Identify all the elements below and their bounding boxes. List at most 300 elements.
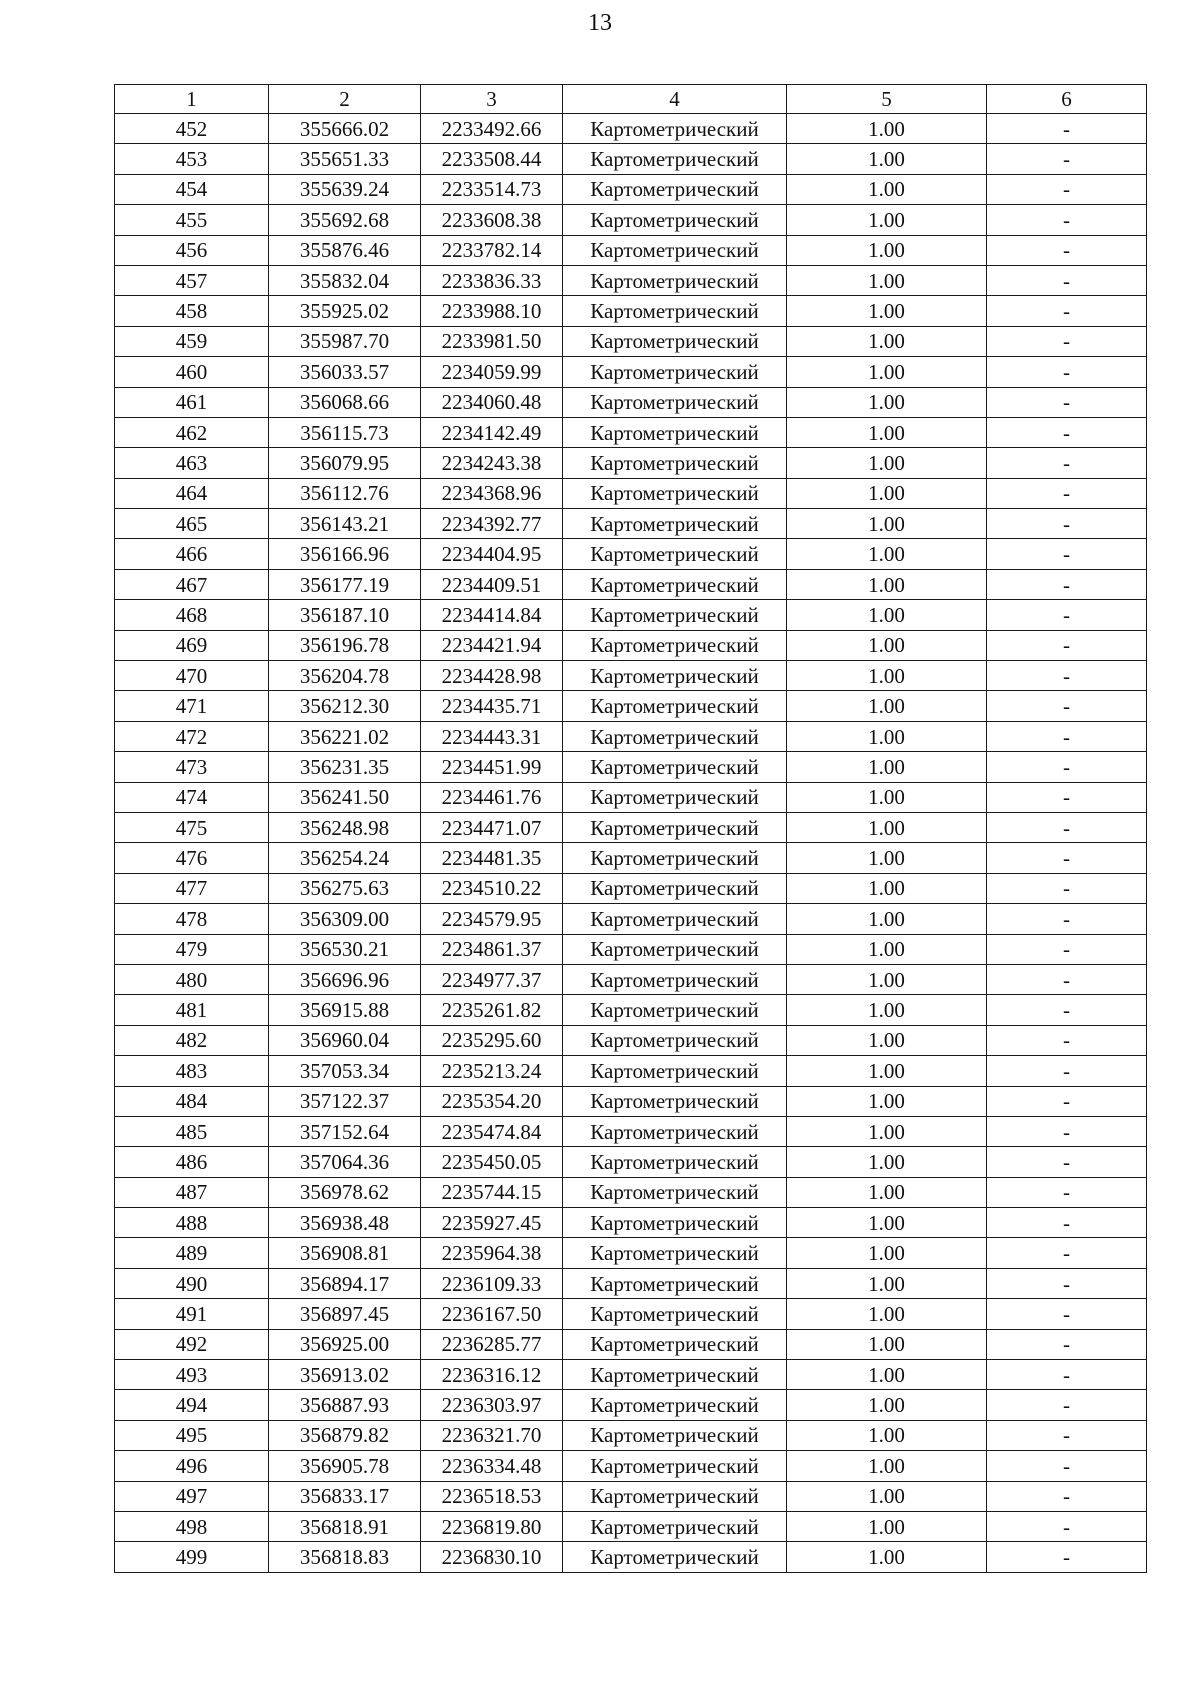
x-coordinate-cell: 356905.78 [269,1451,421,1481]
coordinates-table [114,84,1147,1573]
x-coordinate-cell: 356033.57 [269,357,421,387]
table-row [115,934,1147,964]
accuracy-cell: 1.00 [787,1177,987,1207]
point-number-cell: 458 [115,296,269,326]
note-cell: - [987,1481,1147,1511]
y-coordinate-cell: 2234435.71 [421,691,563,721]
y-coordinate-cell: 2233608.38 [421,205,563,235]
table-row [115,995,1147,1025]
table-row [115,1116,1147,1146]
y-coordinate-cell: 2233988.10 [421,296,563,326]
method-cell: Картометрический [563,265,787,295]
table-header-row [115,85,1147,114]
x-coordinate-cell: 356177.19 [269,569,421,599]
x-coordinate-cell: 356913.02 [269,1360,421,1390]
note-cell: - [987,661,1147,691]
x-coordinate-cell: 355832.04 [269,265,421,295]
note-cell: - [987,1329,1147,1359]
accuracy-cell: 1.00 [787,569,987,599]
table-row [115,1329,1147,1359]
point-number-cell: 463 [115,448,269,478]
table-row [115,144,1147,174]
table-row [115,114,1147,144]
accuracy-cell: 1.00 [787,964,987,994]
accuracy-cell: 1.00 [787,1268,987,1298]
x-coordinate-cell: 357122.37 [269,1086,421,1116]
method-cell: Картометрический [563,1390,787,1420]
table-row [115,417,1147,447]
y-coordinate-cell: 2235450.05 [421,1147,563,1177]
x-coordinate-cell: 356204.78 [269,661,421,691]
y-coordinate-cell: 2235474.84 [421,1116,563,1146]
point-number-cell: 478 [115,904,269,934]
method-cell: Картометрический [563,478,787,508]
x-coordinate-cell: 356887.93 [269,1390,421,1420]
point-number-cell: 495 [115,1420,269,1450]
point-number-cell: 462 [115,417,269,447]
point-number-cell: 484 [115,1086,269,1116]
y-coordinate-cell: 2236109.33 [421,1268,563,1298]
point-number-cell: 454 [115,174,269,204]
accuracy-cell: 1.00 [787,144,987,174]
x-coordinate-cell: 355651.33 [269,144,421,174]
table-row [115,1299,1147,1329]
method-cell: Картометрический [563,1268,787,1298]
table-row [115,357,1147,387]
accuracy-cell: 1.00 [787,721,987,751]
note-cell: - [987,296,1147,326]
table-row [115,509,1147,539]
note-cell: - [987,1238,1147,1268]
table-row [115,265,1147,295]
point-number-cell: 494 [115,1390,269,1420]
note-cell: - [987,539,1147,569]
note-cell: - [987,1542,1147,1572]
accuracy-cell: 1.00 [787,934,987,964]
point-number-cell: 465 [115,509,269,539]
y-coordinate-cell: 2234443.31 [421,721,563,751]
point-number-cell: 488 [115,1208,269,1238]
note-cell: - [987,417,1147,447]
method-cell: Картометрический [563,1299,787,1329]
accuracy-cell: 1.00 [787,752,987,782]
x-coordinate-cell: 356908.81 [269,1238,421,1268]
x-coordinate-cell: 356696.96 [269,964,421,994]
method-cell: Картометрический [563,569,787,599]
y-coordinate-cell: 2234243.38 [421,448,563,478]
table-row [115,174,1147,204]
x-coordinate-cell: 356915.88 [269,995,421,1025]
table-row [115,478,1147,508]
x-coordinate-cell: 355692.68 [269,205,421,235]
method-cell: Картометрический [563,721,787,751]
x-coordinate-cell: 356833.17 [269,1481,421,1511]
accuracy-cell: 1.00 [787,1147,987,1177]
x-coordinate-cell: 356818.83 [269,1542,421,1572]
accuracy-cell: 1.00 [787,1116,987,1146]
page-number: 13 [588,10,612,36]
x-coordinate-cell: 356115.73 [269,417,421,447]
method-cell: Картометрический [563,1360,787,1390]
accuracy-cell: 1.00 [787,539,987,569]
y-coordinate-cell: 2236321.70 [421,1420,563,1450]
x-coordinate-cell: 356275.63 [269,873,421,903]
accuracy-cell: 1.00 [787,1056,987,1086]
point-number-cell: 492 [115,1329,269,1359]
note-cell: - [987,114,1147,144]
y-coordinate-cell: 2234142.49 [421,417,563,447]
x-coordinate-cell: 357152.64 [269,1116,421,1146]
method-cell: Картометрический [563,661,787,691]
note-cell: - [987,873,1147,903]
y-coordinate-cell: 2235964.38 [421,1238,563,1268]
table-row [115,782,1147,812]
x-coordinate-cell: 356221.02 [269,721,421,751]
point-number-cell: 481 [115,995,269,1025]
table-row [115,843,1147,873]
method-cell: Картометрический [563,387,787,417]
y-coordinate-cell: 2234481.35 [421,843,563,873]
method-cell: Картометрический [563,1177,787,1207]
y-coordinate-cell: 2234060.48 [421,387,563,417]
x-coordinate-cell: 356231.35 [269,752,421,782]
point-number-cell: 499 [115,1542,269,1572]
table-row [115,904,1147,934]
point-number-cell: 467 [115,569,269,599]
note-cell: - [987,600,1147,630]
x-coordinate-cell: 357064.36 [269,1147,421,1177]
x-coordinate-cell: 356938.48 [269,1208,421,1238]
accuracy-cell: 1.00 [787,296,987,326]
point-number-cell: 471 [115,691,269,721]
y-coordinate-cell: 2234861.37 [421,934,563,964]
point-number-cell: 490 [115,1268,269,1298]
accuracy-cell: 1.00 [787,1208,987,1238]
point-number-cell: 456 [115,235,269,265]
x-coordinate-cell: 356068.66 [269,387,421,417]
accuracy-cell: 1.00 [787,1086,987,1116]
table-row [115,539,1147,569]
accuracy-cell: 1.00 [787,265,987,295]
note-cell: - [987,1208,1147,1238]
accuracy-cell: 1.00 [787,600,987,630]
point-number-cell: 486 [115,1147,269,1177]
point-number-cell: 464 [115,478,269,508]
accuracy-cell: 1.00 [787,630,987,660]
accuracy-cell: 1.00 [787,843,987,873]
accuracy-cell: 1.00 [787,1025,987,1055]
y-coordinate-cell: 2235213.24 [421,1056,563,1086]
note-cell: - [987,1268,1147,1298]
y-coordinate-cell: 2236830.10 [421,1542,563,1572]
y-coordinate-cell: 2236334.48 [421,1451,563,1481]
table-row [115,326,1147,356]
accuracy-cell: 1.00 [787,1420,987,1450]
note-cell: - [987,964,1147,994]
accuracy-cell: 1.00 [787,995,987,1025]
accuracy-cell: 1.00 [787,691,987,721]
accuracy-cell: 1.00 [787,1238,987,1268]
x-coordinate-cell: 355925.02 [269,296,421,326]
accuracy-cell: 1.00 [787,357,987,387]
method-cell: Картометрический [563,873,787,903]
method-cell: Картометрический [563,1329,787,1359]
point-number-cell: 480 [115,964,269,994]
table-row [115,387,1147,417]
note-cell: - [987,812,1147,842]
accuracy-cell: 1.00 [787,782,987,812]
point-number-cell: 468 [115,600,269,630]
accuracy-cell: 1.00 [787,326,987,356]
table-row [115,964,1147,994]
point-number-cell: 459 [115,326,269,356]
y-coordinate-cell: 2234428.98 [421,661,563,691]
table-row [115,1390,1147,1420]
column-header: 1 [115,85,269,114]
y-coordinate-cell: 2235744.15 [421,1177,563,1207]
x-coordinate-cell: 356894.17 [269,1268,421,1298]
y-coordinate-cell: 2234392.77 [421,509,563,539]
note-cell: - [987,1451,1147,1481]
note-cell: - [987,752,1147,782]
y-coordinate-cell: 2235927.45 [421,1208,563,1238]
x-coordinate-cell: 356530.21 [269,934,421,964]
accuracy-cell: 1.00 [787,235,987,265]
accuracy-cell: 1.00 [787,1299,987,1329]
point-number-cell: 466 [115,539,269,569]
note-cell: - [987,235,1147,265]
x-coordinate-cell: 356879.82 [269,1420,421,1450]
method-cell: Картометрический [563,1056,787,1086]
y-coordinate-cell: 2236518.53 [421,1481,563,1511]
y-coordinate-cell: 2233782.14 [421,235,563,265]
y-coordinate-cell: 2236303.97 [421,1390,563,1420]
table-row [115,752,1147,782]
table-row [115,235,1147,265]
x-coordinate-cell: 356187.10 [269,600,421,630]
method-cell: Картометрический [563,1025,787,1055]
y-coordinate-cell: 2233514.73 [421,174,563,204]
table-row [115,721,1147,751]
point-number-cell: 460 [115,357,269,387]
note-cell: - [987,1086,1147,1116]
method-cell: Картометрический [563,843,787,873]
point-number-cell: 469 [115,630,269,660]
method-cell: Картометрический [563,296,787,326]
table-row [115,873,1147,903]
x-coordinate-cell: 355987.70 [269,326,421,356]
table-row [115,1511,1147,1541]
table-row [115,1177,1147,1207]
x-coordinate-cell: 356818.91 [269,1511,421,1541]
y-coordinate-cell: 2235261.82 [421,995,563,1025]
point-number-cell: 452 [115,114,269,144]
table-row [115,1238,1147,1268]
note-cell: - [987,569,1147,599]
x-coordinate-cell: 355639.24 [269,174,421,204]
y-coordinate-cell: 2233508.44 [421,144,563,174]
x-coordinate-cell: 356166.96 [269,539,421,569]
table-row [115,1420,1147,1450]
note-cell: - [987,721,1147,751]
table-row [115,205,1147,235]
y-coordinate-cell: 2235354.20 [421,1086,563,1116]
table-row [115,1360,1147,1390]
table-row [115,1147,1147,1177]
note-cell: - [987,1511,1147,1541]
point-number-cell: 479 [115,934,269,964]
point-number-cell: 461 [115,387,269,417]
note-cell: - [987,357,1147,387]
x-coordinate-cell: 356241.50 [269,782,421,812]
point-number-cell: 457 [115,265,269,295]
y-coordinate-cell: 2233492.66 [421,114,563,144]
y-coordinate-cell: 2234409.51 [421,569,563,599]
table-row [115,1086,1147,1116]
y-coordinate-cell: 2235295.60 [421,1025,563,1055]
method-cell: Картометрический [563,326,787,356]
point-number-cell: 489 [115,1238,269,1268]
point-number-cell: 476 [115,843,269,873]
method-cell: Картометрический [563,509,787,539]
note-cell: - [987,1299,1147,1329]
column-header: 3 [421,85,563,114]
method-cell: Картометрический [563,812,787,842]
accuracy-cell: 1.00 [787,174,987,204]
y-coordinate-cell: 2234510.22 [421,873,563,903]
method-cell: Картометрический [563,174,787,204]
accuracy-cell: 1.00 [787,509,987,539]
table-row [115,1056,1147,1086]
accuracy-cell: 1.00 [787,417,987,447]
x-coordinate-cell: 356925.00 [269,1329,421,1359]
table-row [115,448,1147,478]
note-cell: - [987,1025,1147,1055]
method-cell: Картометрический [563,357,787,387]
note-cell: - [987,934,1147,964]
method-cell: Картометрический [563,448,787,478]
method-cell: Картометрический [563,1420,787,1450]
point-number-cell: 496 [115,1451,269,1481]
note-cell: - [987,326,1147,356]
table-body [115,85,1147,1573]
method-cell: Картометрический [563,995,787,1025]
table-row [115,691,1147,721]
method-cell: Картометрический [563,235,787,265]
column-header: 2 [269,85,421,114]
y-coordinate-cell: 2234579.95 [421,904,563,934]
point-number-cell: 483 [115,1056,269,1086]
y-coordinate-cell: 2236819.80 [421,1511,563,1541]
method-cell: Картометрический [563,1086,787,1116]
x-coordinate-cell: 355876.46 [269,235,421,265]
note-cell: - [987,782,1147,812]
table-row [115,569,1147,599]
point-number-cell: 482 [115,1025,269,1055]
y-coordinate-cell: 2234977.37 [421,964,563,994]
x-coordinate-cell: 356143.21 [269,509,421,539]
note-cell: - [987,174,1147,204]
method-cell: Картометрический [563,630,787,660]
method-cell: Картометрический [563,904,787,934]
point-number-cell: 475 [115,812,269,842]
note-cell: - [987,1420,1147,1450]
accuracy-cell: 1.00 [787,114,987,144]
point-number-cell: 491 [115,1299,269,1329]
note-cell: - [987,904,1147,934]
method-cell: Картометрический [563,752,787,782]
x-coordinate-cell: 356196.78 [269,630,421,660]
note-cell: - [987,1147,1147,1177]
table-row [115,1025,1147,1055]
note-cell: - [987,1360,1147,1390]
point-number-cell: 485 [115,1116,269,1146]
method-cell: Картометрический [563,691,787,721]
method-cell: Картометрический [563,114,787,144]
note-cell: - [987,843,1147,873]
accuracy-cell: 1.00 [787,1451,987,1481]
method-cell: Картометрический [563,1147,787,1177]
x-coordinate-cell: 355666.02 [269,114,421,144]
accuracy-cell: 1.00 [787,1481,987,1511]
accuracy-cell: 1.00 [787,1542,987,1572]
y-coordinate-cell: 2234368.96 [421,478,563,508]
table-row [115,630,1147,660]
accuracy-cell: 1.00 [787,448,987,478]
y-coordinate-cell: 2234451.99 [421,752,563,782]
accuracy-cell: 1.00 [787,661,987,691]
x-coordinate-cell: 357053.34 [269,1056,421,1086]
point-number-cell: 497 [115,1481,269,1511]
note-cell: - [987,478,1147,508]
x-coordinate-cell: 356248.98 [269,812,421,842]
note-cell: - [987,1390,1147,1420]
note-cell: - [987,448,1147,478]
method-cell: Картометрический [563,1511,787,1541]
table-row [115,1542,1147,1572]
x-coordinate-cell: 356978.62 [269,1177,421,1207]
table-row [115,1481,1147,1511]
method-cell: Картометрический [563,964,787,994]
accuracy-cell: 1.00 [787,1360,987,1390]
point-number-cell: 474 [115,782,269,812]
note-cell: - [987,509,1147,539]
accuracy-cell: 1.00 [787,1329,987,1359]
y-coordinate-cell: 2236285.77 [421,1329,563,1359]
column-header: 6 [987,85,1147,114]
note-cell: - [987,1177,1147,1207]
method-cell: Картометрический [563,1238,787,1268]
y-coordinate-cell: 2234471.07 [421,812,563,842]
note-cell: - [987,691,1147,721]
note-cell: - [987,144,1147,174]
point-number-cell: 498 [115,1511,269,1541]
table-row [115,812,1147,842]
accuracy-cell: 1.00 [787,873,987,903]
accuracy-cell: 1.00 [787,812,987,842]
point-number-cell: 472 [115,721,269,751]
table-row [115,1268,1147,1298]
y-coordinate-cell: 2234461.76 [421,782,563,812]
point-number-cell: 487 [115,1177,269,1207]
method-cell: Картометрический [563,417,787,447]
accuracy-cell: 1.00 [787,1390,987,1420]
note-cell: - [987,630,1147,660]
x-coordinate-cell: 356309.00 [269,904,421,934]
y-coordinate-cell: 2234421.94 [421,630,563,660]
x-coordinate-cell: 356254.24 [269,843,421,873]
note-cell: - [987,1056,1147,1086]
